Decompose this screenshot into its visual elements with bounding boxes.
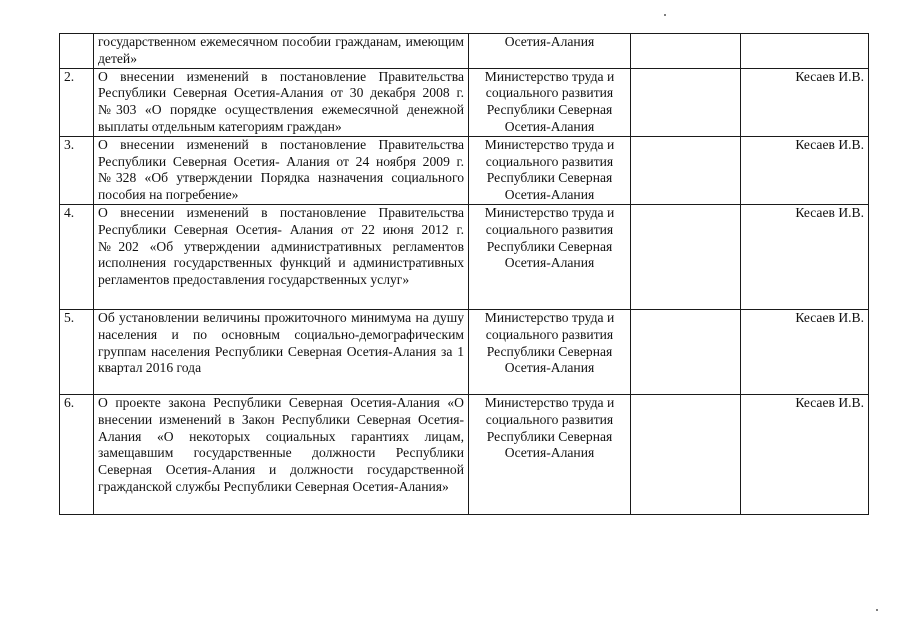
row-title: О внесении изменений в постановление Правительства Республики Северная Осетия- Алания от 24 ноября 2009 г. №328 «Об утверждении Порядка назначения социального пособия на погребение» — [94, 136, 469, 204]
row-number: 2. — [60, 68, 94, 136]
row-number: 4. — [60, 204, 94, 309]
row-number — [60, 34, 94, 69]
row-organization: Министерство труда и социального развития Республики Северная Осетия-Алания — [469, 136, 631, 204]
row-title: О проекте закона Республики Северная Осетия-Алания «О внесении изменений в Закон Республики Северная Осетия-Алания «О некоторых социальных гарантиях лицам, замещавшим государственные должности Республики Северная Осетия-Алания и должности государственной гражданской службы Республики Северная Осетия-Алания» — [94, 394, 469, 514]
row-organization: Осетия-Алания — [469, 34, 631, 69]
row-organization: Министерство труда и социального развития Республики Северная Осетия-Алания — [469, 204, 631, 309]
scan-speck — [664, 14, 666, 16]
row-organization: Министерство труда и социального развития Республики Северная Осетия-Алания — [469, 394, 631, 514]
row-responsible: Кесаев И.В. — [741, 309, 869, 394]
row-deadline — [631, 68, 741, 136]
table-row — [60, 309, 869, 394]
row-number: 6. — [60, 394, 94, 514]
table-row — [60, 34, 869, 69]
row-deadline — [631, 309, 741, 394]
row-responsible: Кесаев И.В. — [741, 68, 869, 136]
row-title: государственном ежемесячном пособии гражданам, имеющим детей» — [94, 34, 469, 69]
scan-speck — [876, 609, 878, 611]
table-row — [60, 68, 869, 136]
row-title: О внесении изменений в постановление Правительства Республики Северная Осетия-Алания от 30 декабря 2008 г. №303 «О порядке осуществления ежемесячной денежной выплаты отдельным категориям граждан» — [94, 68, 469, 136]
row-responsible — [741, 34, 869, 69]
row-responsible: Кесаев И.В. — [741, 394, 869, 514]
row-responsible: Кесаев И.В. — [741, 204, 869, 309]
row-deadline — [631, 394, 741, 514]
row-deadline — [631, 136, 741, 204]
row-title: О внесении изменений в постановление Правительства Республики Северная Осетия- Алания от 22 июня 2012 г. №202 «Об утверждении административных регламентов исполнения государственных функций и административных регламентов предоставления государственных услуг» — [94, 204, 469, 309]
plan-table — [59, 33, 869, 515]
row-organization: Министерство труда и социального развития Республики Северная Осетия-Алания — [469, 68, 631, 136]
table-row — [60, 394, 869, 514]
row-number: 5. — [60, 309, 94, 394]
table-row — [60, 136, 869, 204]
row-responsible: Кесаев И.В. — [741, 136, 869, 204]
row-deadline — [631, 204, 741, 309]
row-number: 3. — [60, 136, 94, 204]
row-title: Об установлении величины прожиточного минимума на душу населения и по основным социально-демографическим группам населения Республики Северная Осетия-Алания за 1 квартал 2016 года — [94, 309, 469, 394]
table-row — [60, 204, 869, 309]
row-deadline — [631, 34, 741, 69]
row-organization: Министерство труда и социального развития Республики Северная Осетия-Алания — [469, 309, 631, 394]
